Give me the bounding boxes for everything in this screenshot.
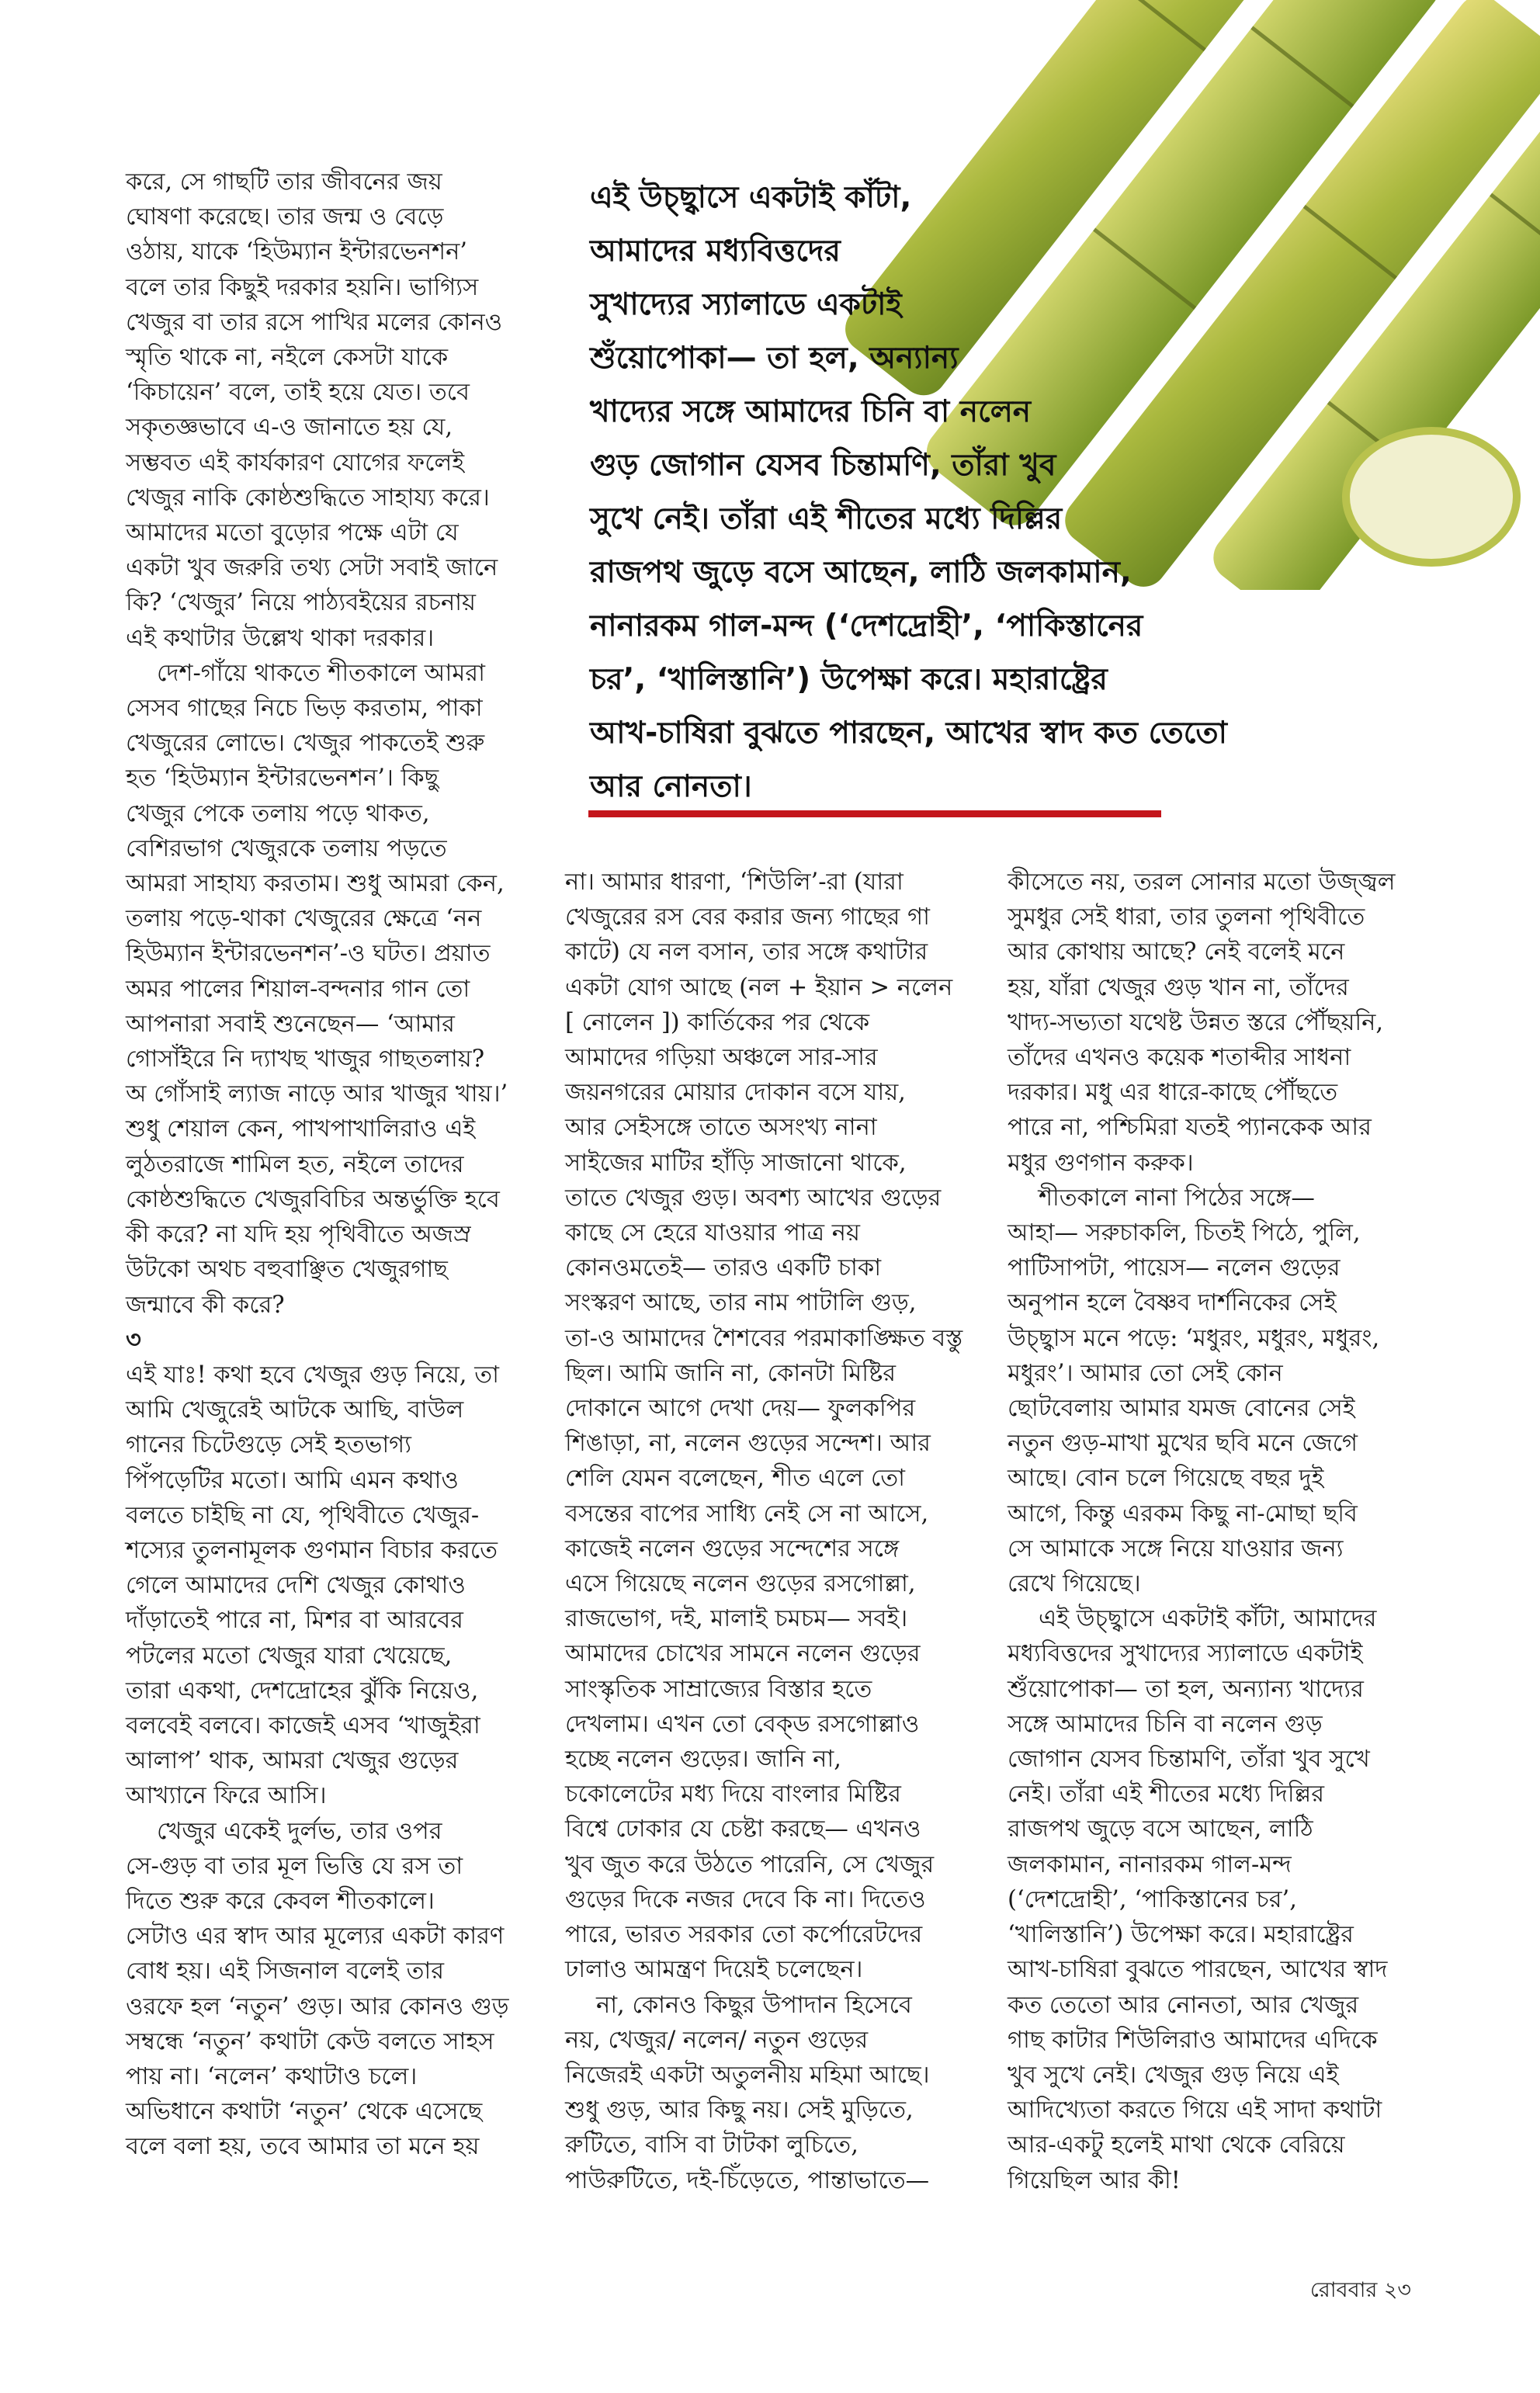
paragraph: না, কোনও কিছুর উপাদান হিসেবে নয়, খেজুর/ নলেন/ নতুন গুড়ের নিজেরই একটা অতুলনীয় মহিমা আছে। শুধু গুড়, আর কিছু নয়। সেই মুড়িতে, রুটিতে, বাসি বা টাটকা লুচিতে, পাউরুটিতে, দই-চিঁড়েতে, পান্তাভাতে— — [565, 1991, 930, 2194]
paragraph: এই উচ্ছ্বাসে একটাই কাঁটা, আমাদের মধ্যবিত্তদের সুখাদ্যের স্যালাডে একটাই শুঁয়োপোকা— তা হল, অন্যান্য খাদ্যের সঙ্গে আমাদের চিনি বা নলেন গুড় জোগান যেসব চিন্তামণি, তাঁরা খুব সুখে নেই। তাঁরা এই শীতের মধ্যে দিল্লির রাজপথ জুড়ে বসে আছেন, লাঠি জলকামান, নানারকম গাল-মন্দ (‘দেশদ্রোহী’, ‘পাকিস্তানের চর’, ‘খালিস্তানি’) উপেক্ষা করে। মহারাষ্ট্রের আখ-চাষিরা বুঝতে পারছেন, আখের স্বাদ কত তেতো আর নোনতা, আর খেজুর গাছ কাটার শিউলিরাও আমাদের এদিকে খুব সুখে নেই। খেজুর গুড় নিয়ে এই আদিখ্যেতা করতে গিয়ে এই সাদা কথাটা আর-একটু হলেই মাথা থেকে বেরিয়ে গিয়েছিল আর কী! — [1008, 1605, 1388, 2194]
column-3 — [1008, 865, 1411, 2198]
column-2 — [565, 865, 969, 2198]
paragraph: এই যাঃ! কথা হবে খেজুর গুড় নিয়ে, তা আমি খেজুরেই আটকে আছি, বাউল গানের চিটেগুড়ে সেই হতভাগ্য পিঁপড়েটির মতো। আমি এমন কথাও বলতে চাইছি না যে, পৃথিবীতে খেজুর- শস্যের তুলনামূলক গুণমান বিচার করতে গেলে আমাদের দেশি খেজুর কোথাও দাঁড়াতেই পারে না, মিশর বা আরবের পটলের মতো খেজুর যারা খেয়েছে, তারা একথা, দেশদ্রোহের ঝুঁকি নিয়েও, বলবেই বলবে। কাজেই এসব ‘খাজুইরা আলাপ’ থাক, আমরা খেজুর গুড়ের আখ্যানে ফিরে আসি। — [126, 1361, 499, 1810]
pull-quote-rule — [588, 810, 1161, 817]
pull-quote: এই উচ্ছ্বাসে একটাই কাঁটা, আমাদের মধ্যবিত্তদের সুখাদ্যের স্যালাডে একটাই শুঁয়োপোকা— তা হল, অন্যান্য খাদ্যের সঙ্গে আমাদের চিনি বা নলেন গুড় জোগান যেসব চিন্তামণি, তাঁরা খুব সুখে নেই। তাঁরা এই শীতের মধ্যে দিল্লির রাজপথ জুড়ে বসে আছেন, লাঠি জলকামান, নানারকম গাল-মন্দ (‘দেশদ্রোহী’, ‘পাকিস্তানের চর’, ‘খালিস্তানি’) উপেক্ষা করে। মহারাষ্ট্রের আখ-চাষিরা বুঝতে পারছেন, আখের স্বাদ কত তেতো আর নোনতা। — [590, 180, 1227, 804]
paragraph: কীসেতে নয়, তরল সোনার মতো উজ্জ্বল সুমধুর সেই ধারা, তার তুলনা পৃথিবীতে আর কোথায় আছে? নেই বলেই মনে হয়, যাঁরা খেজুর গুড় খান না, তাঁদের খাদ্য-সভ্যতা যথেষ্ট উন্নত স্তরে পৌঁছয়নি, তাঁদের এখনও কয়েক শতাব্দীর সাধনা দরকার। মধু এর ধারে-কাছে পৌঁছতে পারে না, পশ্চিমিরা যতই প্যানকেক আর মধুর গুণগান করুক। — [1008, 869, 1396, 1177]
page-folio: রোববার ২৩ — [1309, 2278, 1411, 2302]
paragraph: না। আমার ধারণা, ‘শিউলি’-রা (যারা খেজুরের রস বের করার জন্য গাছের গা কাটে) যে নল বসান, তার সঙ্গে কথাটার একটা যোগ আছে (নল + ইয়ান > নলেন [ নোলেন ]) কার্তিকের পর থেকে আমাদের গড়িয়া অঞ্চলে সার-সার জয়নগরের মোয়ার দোকান বসে যায়, আর সেইসঙ্গে তাতে অসংখ্য নানা সাইজের মাটির হাঁড়ি সাজানো থাকে, তাতে খেজুর গুড়। অবশ্য আখের গুড়ের কাছে সে হেরে যাওয়ার পাত্র নয় কোনওমতেই— তারও একটি চাকা সংস্করণ আছে, তার নাম পাটালি গুড়, তা-ও আমাদের শৈশবের পরমাকাঙ্ক্ষিত বস্তু ছিল। আমি জানি না, কোনটা মিষ্টির দোকানে আগে দেখা দেয়— ফুলকপির শিঙাড়া, না, নলেন গুড়ের সন্দেশ। আর শেলি যেমন বলেছেন, শীত এলে তো বসন্তের বাপের সাধ্যি নেই সে না আসে, কাজেই নলেন গুড়ের সন্দেশের সঙ্গে এসে গিয়েছে নলেন গুড়ের রসগোল্লা, রাজভোগ, দই, মালাই চমচম— সবই। আমাদের চোখের সামনে নলেন গুড়ের সাংস্কৃতিক সাম্রাজ্যের বিস্তার হতে দেখলাম। এখন তো বেক্‌ড রসগোল্লাও হচ্ছে নলেন গুড়ের। জানি না, চকোলেটের মধ্য দিয়ে বাংলার মিষ্টির বিশ্বে ঢোকার যে চেষ্টা করছে— এখনও খুব জুত করে উঠতে পারেনি, সে খেজুর গুড়ের দিকে নজর দেবে কি না। দিতেও পারে, ভারত সরকার তো কর্পোরেটদের ঢালাও আমন্ত্রণ দিয়েই চলেছেন। — [565, 869, 963, 1984]
paragraph: দেশ-গাঁয়ে থাকতে শীতকালে আমরা সেসব গাছের নিচে ভিড় করতাম, পাকা খেজুরের লোভে। খেজুর পাকতেই শুরু হত ‘হিউম্যান ইন্টারভেনশন’। কিছু খেজুর পেকে তলায় পড়ে থাকত, বেশিরভাগ খেজুরকে তলায় পড়তে আমরা সাহায্য করতাম। শুধু আমরা কেন, তলায় পড়ে-থাকা খেজুরের ক্ষেত্রে ‘নন হিউম্যান ইন্টারভেনশন’-ও ঘটত। প্রয়াত অমর পালের শিয়াল-বন্দনার গান তো আপনারা সবাই শুনেছেন— ‘আমার গোসাঁইরে নি দ্যাখছ খাজুর গাছতলায়? অ গোঁসাই ল্যাজ নাড়ে আর খাজুর খায়।’ শুধু শেয়াল কেন, পাখপাখালিরাও এই লুঠতরাজে শামিল হত, নইলে তাদের কোষ্ঠশুদ্ধিতে খেজুরবিচির অন্তর্ভুক্তি হবে কী করে? না যদি হয় পৃথিবীতে অজস্র উটকো অথচ বহুবাঞ্ছিত খেজুরগাছ জন্মাবে কী করে? — [126, 659, 508, 1319]
paragraph: করে, সে গাছটি তার জীবনের জয় ঘোষণা করেছে। তার জন্ম ও বেড়ে ওঠায়, যাকে ‘হিউম্যান ইন্টারভেনশন’ বলে তার কিছুই দরকার হয়নি। ভাগ্যিস খেজুর বা তার রসে পাখির মলের কোনও স্মৃতি থাকে না, নইলে কেসটা যাকে ‘কিচায়েন’ বলে, তাই হয়ে যেত। তবে সকৃতজ্ঞভাবে এ-ও জানাতে হয় যে, সম্ভবত এই কার্যকারণ যোগের ফলেই খেজুর নাকি কোষ্ঠশুদ্ধিতে সাহায্য করে। আমাদের মতো বুড়োর পক্ষে এটা যে একটা খুব জরুরি তথ্য সেটা সবাই জানে কি? ‘খেজুর’ নিয়ে পাঠ্যবইয়ের রচনায় এই কথাটার উল্লেখ থাকা দরকার। — [126, 168, 503, 652]
section-number: ৩ — [126, 1325, 141, 1354]
paragraph: শীতকালে নানা পিঠের সঙ্গে— আহা— সরুচাকলি, চিতই পিঠে, পুলি, পাটিসাপটা, পায়েস— নলেন গুড়ের অনুপান হলে বৈষ্ণব দার্শনিকের সেই উচ্ছ্বাস মনে পড়ে: ‘মধুরং, মধুরং, মধুরং, মধুরং’। আমার তো সেই কোন ছোটবেলায় আমার যমজ বোনের সেই নতুন গুড়-মাখা মুখের ছবি মনে জেগে আছে। বোন চলে গিয়েছে বছর দুই আগে, কিন্তু এরকম কিছু না-মোছা ছবি সে আমাকে সঙ্গে নিয়ে যাওয়ার জন্য রেখে গিয়েছে। — [1008, 1184, 1380, 1598]
column-1 — [126, 165, 529, 2165]
paragraph: খেজুর একেই দুর্লভ, তার ওপর সে-গুড় বা তার মূল ভিত্তি যে রস তা দিতে শুরু করে কেবল শীতকালে। সেটাও এর স্বাদ আর মূল্যের একটা কারণ বোধ হয়। এই সিজনাল বলেই তার ওরফে হল ‘নতুন’ গুড়। আর কোনও গুড় সম্বন্ধে ‘নতুন’ কথাটা কেউ বলতে সাহস পায় না। ‘নলেন’ কথাটাও চলে। অভিধানে কথাটা ‘নতুন’ থেকে এসেছে বলে বলা হয়, তবে আমার তা মনে হয় — [126, 1817, 509, 2161]
